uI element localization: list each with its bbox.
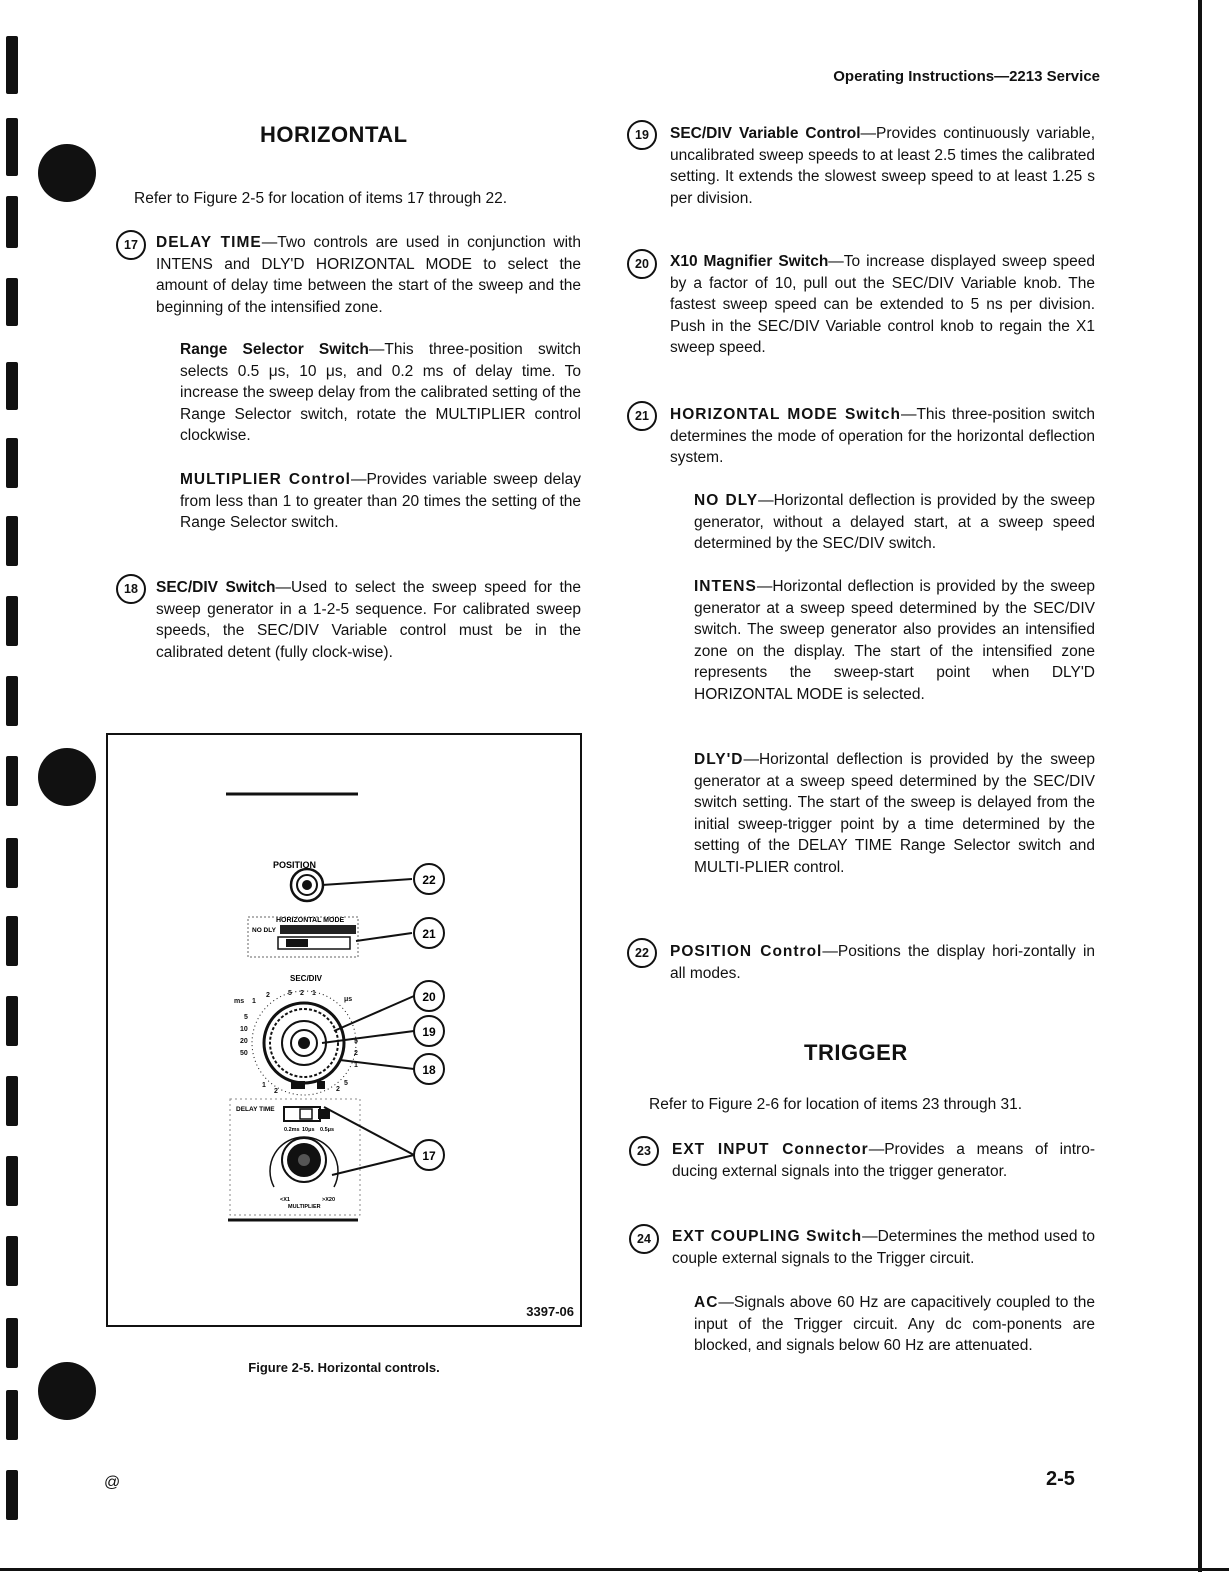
no-dly-name: NO DLY: [694, 492, 759, 509]
range-selector-text: —This three-position switch selects 0.5 μs, 10 μs, and 0.2 ms of delay time. To increase the sweep delay from the calibrated setting of the Range Selector switch, rotate the MULTIPLIER control clockwise.: [180, 341, 582, 445]
svg-text:1: 1: [262, 1082, 266, 1089]
trigger-intro: Refer to Figure 2-6 for location of items 23 through 31.: [649, 1096, 1023, 1113]
no-dly-label: NO DLY: [252, 927, 276, 934]
svg-text:1: 1: [252, 998, 256, 1005]
svg-text:10: 10: [240, 1026, 248, 1033]
figure-2-5: [106, 733, 582, 1327]
intens-text: —Horizontal deflection is provided by the sweep generator at a sweep speed determined by the SEC/DIV switch. The sweep generator also provides an intensified zone on the display. The start of the intensified zone represents the sweep-start point when DLY'D HORIZONTAL MODE is selected.: [694, 578, 1095, 703]
item-number-24: 24: [629, 1224, 659, 1254]
item-20-paragraph: [670, 251, 1095, 359]
callout-20: 20: [422, 990, 436, 1004]
multiplier-paragraph: [180, 469, 581, 534]
range-selector-paragraph: [180, 339, 581, 447]
svg-text:2: 2: [274, 1088, 278, 1095]
no-dly-text: —Horizontal deflection is provided by the sweep generator, without a delayed start, at a sweep speed determined by the SEC/DIV switch.: [694, 492, 1095, 553]
footer-mark: @: [104, 1474, 121, 1491]
callout-17: 17: [422, 1149, 436, 1163]
item-number-21: 21: [627, 401, 657, 431]
svg-text:2: 2: [354, 1050, 358, 1057]
multiplier-label: MULTIPLIER: [288, 1204, 321, 1210]
svg-text:5: 5: [244, 1014, 248, 1021]
item-20-name: X10 Magnifier Switch: [670, 253, 829, 270]
page-number: 2-5: [1046, 1468, 1075, 1490]
item-21-name: HORIZONTAL MODE Switch: [670, 406, 901, 423]
svg-text:ms: ms: [234, 998, 245, 1005]
dlyd-name: DLY'D: [694, 751, 744, 768]
horizontal-intro: Refer to Figure 2-5 for location of items 17 through 22.: [134, 190, 508, 207]
multiplier-text: —Provides variable sweep delay from less than 1 to greater than 20 times the setting of the Range Selector switch.: [180, 471, 581, 532]
no-dly-paragraph: [694, 490, 1095, 555]
ac-name: AC: [694, 1294, 719, 1311]
svg-text:2: 2: [300, 990, 304, 997]
item-23-text: —Provides a means of intro-ducing external signals into the trigger generator.: [672, 1141, 1095, 1180]
range-label-0: 0.2ms: [284, 1127, 300, 1133]
intens-paragraph: [694, 576, 1095, 706]
delay-time-label: DELAY TIME: [236, 1106, 275, 1113]
callout-21: 21: [422, 927, 436, 941]
item-22-name: POSITION Control: [670, 943, 823, 960]
running-header: Operating Instructions—2213 Service: [833, 68, 1100, 85]
dlyd-text: —Horizontal deflection is provided by the sweep generator at a sweep speed determined by the SEC/DIV switch setting. The start of the sweep is delayed from the initial sweep-trigger point by a time determined by the setting of the DELAY TIME Range Selector switch and MULTI-PLIER control.: [694, 751, 1095, 876]
dlyd-paragraph: [694, 749, 1095, 879]
range-selector-switch[interactable]: [284, 1107, 334, 1133]
svg-text:1: 1: [312, 990, 316, 997]
horizontal-mode-switch[interactable]: [248, 917, 358, 957]
item-number-22: 22: [627, 938, 657, 968]
item-23-paragraph: [672, 1139, 1095, 1182]
svg-text:2: 2: [336, 1086, 340, 1093]
section-title-horizontal: HORIZONTAL: [260, 122, 408, 147]
range-label-2: 0.5μs: [320, 1127, 335, 1133]
callout-19: 19: [422, 1025, 436, 1039]
callout-22: 22: [422, 873, 436, 887]
range-label-1: 10μs: [302, 1127, 315, 1133]
ac-paragraph: [694, 1292, 1095, 1357]
item-number-17: 17: [116, 230, 146, 260]
item-20-text: —To increase displayed sweep speed by a factor of 10, pull out the SEC/DIV Variable knob. The fastest sweep speed can be extended to 5 ns per division. Push in the SEC/DIV Variable control knob to regain the X1 sweep speed.: [670, 253, 1095, 357]
figure-number: 3397-06: [526, 1304, 574, 1319]
svg-text:1: 1: [354, 1062, 358, 1069]
position-control[interactable]: [273, 860, 323, 901]
item-number-19: 19: [627, 120, 657, 150]
item-19-text: —Provides continuously variable, uncalibrated sweep speeds to at least 2.5 times the calibrated setting. It extends the slowest sweep speed to at least 1.25 s per division.: [670, 125, 1096, 207]
svg-text:5: 5: [288, 990, 292, 997]
multiplier-knob[interactable]: [270, 1137, 338, 1210]
sec-div-knob[interactable]: [234, 974, 358, 1095]
item-19-paragraph: [670, 123, 1095, 209]
item-17-text: —Two controls are used in conjunction with INTENS and DLY'D HORIZONTAL MODE to select the amount of delay time between the start of the sweep and the beginning of the intensified zone.: [156, 234, 581, 316]
multiplier-max: >X20: [322, 1197, 335, 1203]
item-number-20: 20: [627, 249, 657, 279]
item-24-paragraph: [672, 1226, 1095, 1269]
item-22-paragraph: [670, 941, 1095, 984]
item-21-text: —This three-position switch determines the mode of operation for the horizontal deflection system.: [670, 406, 1096, 467]
svg-text:50: 50: [240, 1050, 248, 1057]
item-18-text: —Used to select the sweep speed for the sweep generator in a 1-2-5 sequence. For calibrated sweep speeds, the SEC/DIV Variable control must be in the calibrated detent (fully clock-wise).: [156, 579, 581, 661]
figure-caption: Figure 2-5. Horizontal controls.: [248, 1360, 440, 1375]
horizontal-mode-label: HORIZONTAL MODE: [276, 917, 345, 924]
svg-text:5: 5: [354, 1038, 358, 1045]
multiplier-min: <X1: [280, 1197, 290, 1203]
bottom-edge-rule: [0, 1568, 1229, 1571]
svg-text:2: 2: [266, 992, 270, 999]
item-18-name: SEC/DIV Switch: [156, 579, 276, 596]
item-24-name: EXT COUPLING Switch: [672, 1228, 863, 1245]
item-19-name: SEC/DIV Variable Control: [670, 125, 861, 142]
secdiv-scale: [234, 990, 358, 1095]
item-23-name: EXT INPUT Connector: [672, 1141, 869, 1158]
range-selector-name: Range Selector Switch: [180, 341, 369, 358]
item-18-paragraph: [156, 577, 581, 663]
item-number-18: 18: [116, 574, 146, 604]
item-24-text: —Determines the method used to couple external signals to the Trigger circuit.: [672, 1228, 1095, 1267]
secdiv-label: SEC/DIV: [290, 974, 323, 983]
svg-text:5: 5: [344, 1080, 348, 1087]
svg-text:μs: μs: [344, 996, 353, 1003]
right-edge-rule: [1198, 0, 1202, 1572]
ac-text: —Signals above 60 Hz are capacitively coupled to the input of the Trigger circuit. Any dc com-ponents are blocked, and signals below 60 Hz are attenuated.: [694, 1294, 1095, 1355]
section-title-trigger: TRIGGER: [804, 1040, 908, 1065]
callout-18: 18: [422, 1063, 436, 1077]
item-17-name: DELAY TIME: [156, 234, 262, 251]
item-21-paragraph: [670, 404, 1095, 469]
item-17-paragraph: [156, 232, 581, 318]
horizontal-controls-diagram: [108, 735, 580, 1325]
item-number-23: 23: [629, 1136, 659, 1166]
position-label: POSITION: [273, 860, 317, 870]
figure-callouts: [414, 864, 444, 1170]
item-22-text: —Positions the display hori-zontally in all modes.: [670, 943, 1096, 982]
svg-text:20: 20: [240, 1038, 248, 1045]
intens-name: INTENS: [694, 578, 757, 595]
multiplier-name: MULTIPLIER Control: [180, 471, 351, 488]
